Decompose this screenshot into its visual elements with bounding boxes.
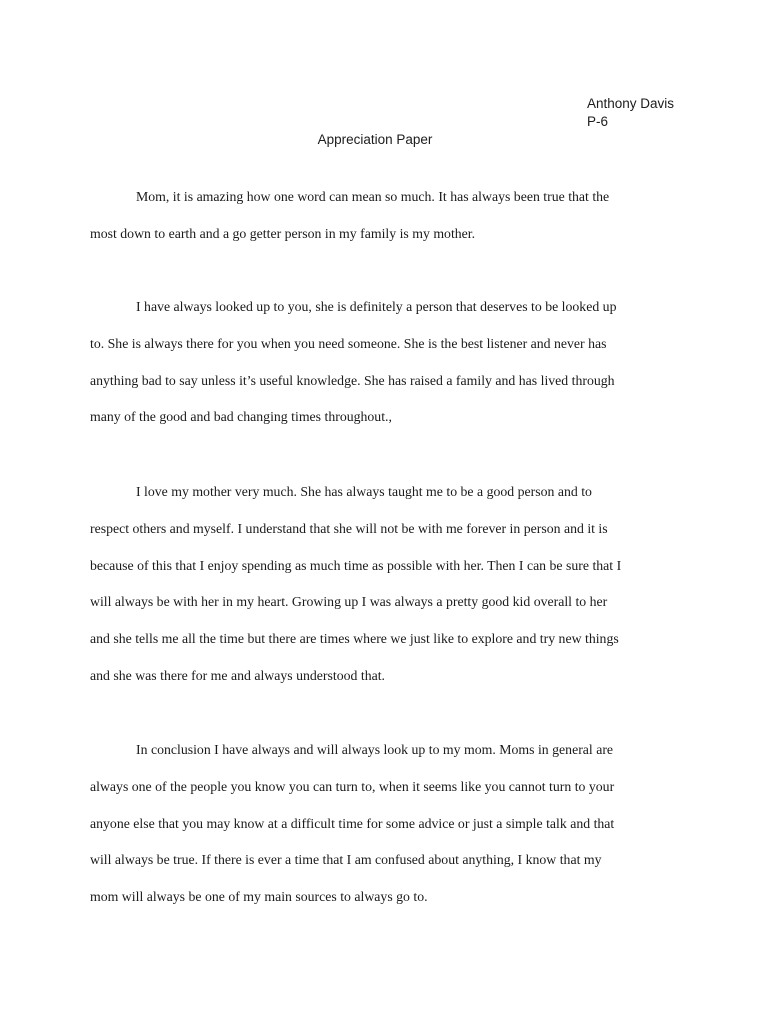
paragraph-line: anyone else that you may know at a difficult time for some advice or just a simple talk and that (90, 815, 615, 831)
paragraph-1 (90, 179, 680, 253)
author-name: Anthony Davis (587, 96, 675, 111)
page-title: Appreciation Paper (317, 132, 433, 147)
paragraph-line: and she tells me all the time but there are times where we just like to explore and try new things (90, 631, 619, 647)
paragraph-3 (90, 474, 680, 695)
paragraph-line: In conclusion I have always and will always look up to my mom. Moms in general are (136, 742, 614, 757)
paragraph-line: most down to earth and a go getter person in my family is my mother. (90, 225, 476, 241)
paragraph-line: mom will always be one of my main sources to always go to. (90, 889, 428, 905)
paragraph-line: anything bad to say unless it’s useful knowledge. She has raised a family and has lived through (90, 372, 615, 388)
paragraph-line: I love my mother very much. She has always taught me to be a good person and to (136, 484, 592, 499)
paragraph-line: always one of the people you know you can turn to, when it seems like you cannot turn to your (90, 778, 615, 794)
paragraph-line: to. She is always there for you when you need someone. She is the best listener and never has (90, 335, 607, 351)
paragraph-line: I have always looked up to you, she is definitely a person that deserves to be looked up (136, 299, 617, 314)
paragraph-line: will always be with her in my heart. Growing up I was always a pretty good kid overall to her (90, 594, 608, 610)
paragraph-line: respect others and myself. I understand that she will not be with me forever in person and it is (90, 520, 608, 536)
author-block (587, 95, 674, 131)
paragraph-2 (90, 289, 680, 436)
class-period: P-6 (587, 114, 609, 129)
paragraph-line: many of the good and bad changing times throughout., (90, 409, 392, 425)
paragraph-4 (90, 732, 680, 916)
paragraph-line: because of this that I enjoy spending as much time as possible with her. Then I can be sure that I (90, 557, 622, 573)
paragraph-line: and she was there for me and always understood that. (90, 667, 386, 683)
paragraph-line: Mom, it is amazing how one word can mean so much. It has always been true that the (136, 189, 610, 204)
paragraph-line: will always be true. If there is ever a time that I am confused about anything, I know that my (90, 852, 602, 868)
